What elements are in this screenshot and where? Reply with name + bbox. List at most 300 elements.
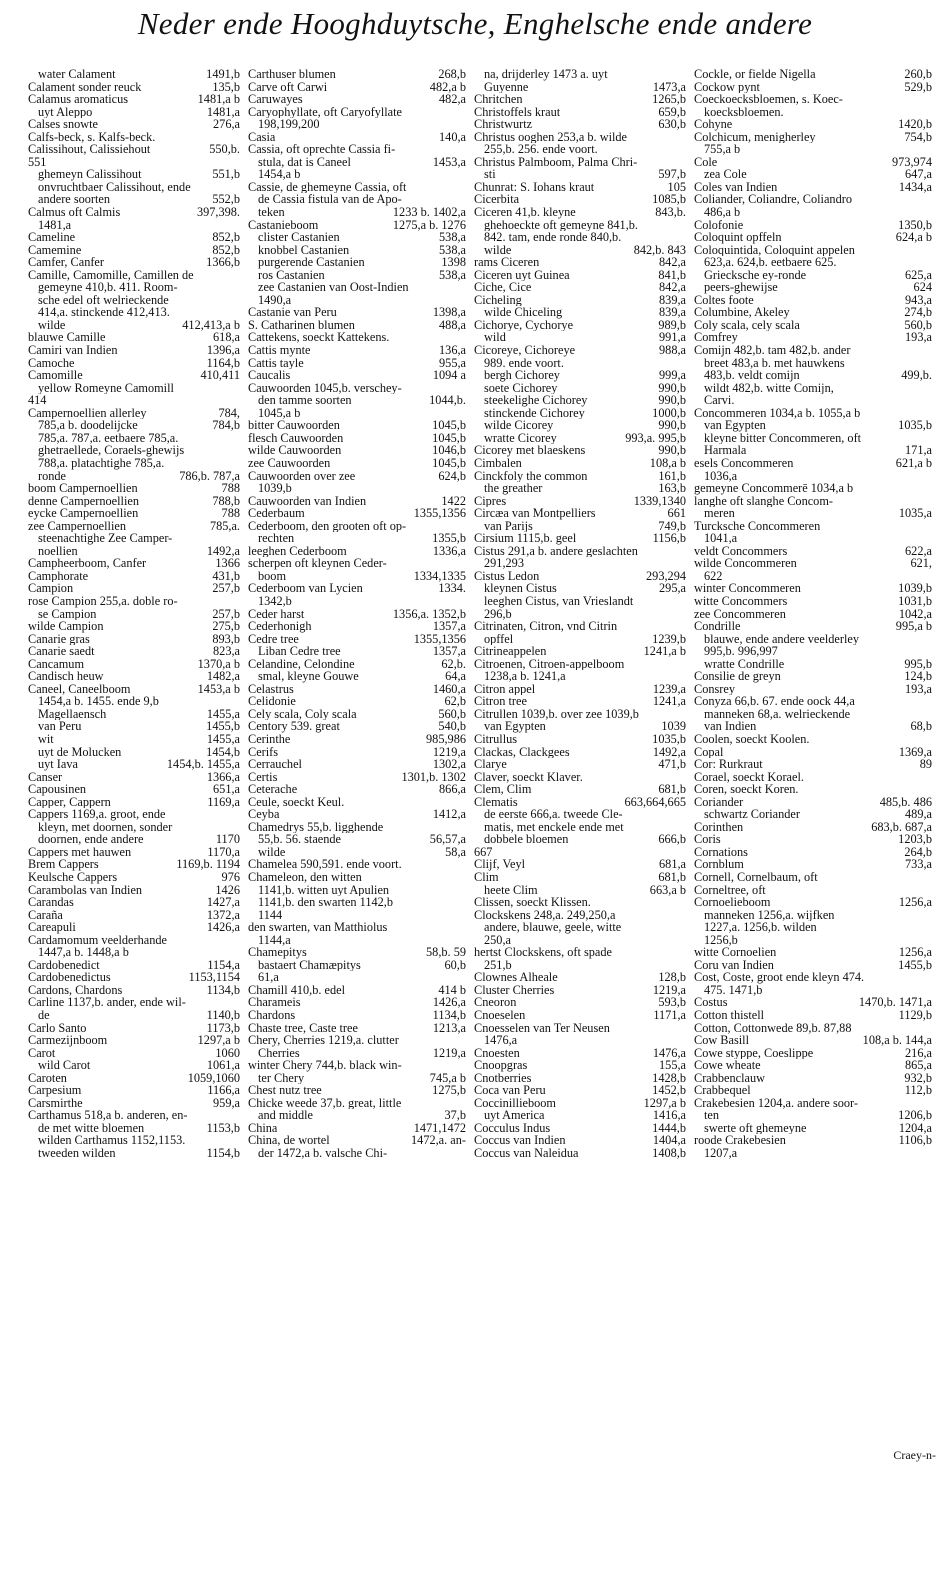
entry-term: Cicerbita xyxy=(474,193,520,207)
entry-page-ref: 540,b xyxy=(438,720,466,733)
index-entry xyxy=(474,482,686,495)
entry-page-ref: 990,b xyxy=(658,419,686,432)
entry-page-ref: 788 xyxy=(221,482,240,495)
entry-page-ref: 893,b xyxy=(212,632,240,646)
entry-page-ref xyxy=(928,394,932,407)
index-entry xyxy=(474,1122,686,1135)
entry-term: 989. ende voort. xyxy=(484,356,564,370)
entry-term: Liban Cedre tree xyxy=(258,645,341,658)
entry-page-ref: 1426,a xyxy=(432,996,466,1010)
index-entry xyxy=(248,971,466,984)
index-entry xyxy=(694,570,932,583)
entry-term: Cicoreye, Cichoreye xyxy=(474,344,576,357)
entry-page-ref xyxy=(682,219,686,232)
entry-term: clister Castanien xyxy=(258,231,340,244)
entry-term: Carpesium xyxy=(28,1084,82,1097)
index-entry xyxy=(248,633,466,646)
index-entry xyxy=(248,720,466,733)
entry-term: blauwe, ende andere veelderley xyxy=(704,632,859,646)
index-column-2 xyxy=(248,68,474,1160)
index-entry xyxy=(248,570,466,583)
entry-page-ref xyxy=(462,796,466,809)
entry-page-ref: 1265,b xyxy=(652,93,686,106)
index-entry xyxy=(474,331,686,344)
index-entry xyxy=(474,118,686,131)
index-entry xyxy=(694,846,932,859)
entry-term: 1481,a xyxy=(38,218,72,232)
index-entry xyxy=(694,331,932,344)
entry-page-ref: 1356,a. 1352,b xyxy=(392,607,466,621)
entry-term: Keulsche Cappers xyxy=(28,871,118,884)
entry-page-ref: 1420,b xyxy=(898,118,932,131)
entry-page-ref: 990,b xyxy=(658,381,686,395)
index-entry xyxy=(474,746,686,759)
entry-page-ref: 140,a xyxy=(439,130,466,144)
entry-term: uyt America xyxy=(484,1109,545,1122)
entry-page-ref: 1370,a b xyxy=(197,657,240,671)
entry-term: Clissen, soeckt Klissen. xyxy=(474,896,591,909)
entry-page-ref: 193,a xyxy=(905,682,932,696)
entry-page-ref: 681,a xyxy=(659,858,686,871)
index-entry xyxy=(28,934,240,947)
index-entry xyxy=(474,884,686,897)
entry-term: zee Campernoellien xyxy=(28,519,126,533)
index-entry xyxy=(28,118,240,131)
entry-term: ronde xyxy=(38,469,66,483)
entry-term: Carvi. xyxy=(704,394,735,407)
index-entry xyxy=(474,1059,686,1072)
entry-term: 1227,a. 1256,b. wilden xyxy=(704,921,817,934)
entry-term: gemeyne 410,b. 411. Room- xyxy=(38,281,178,294)
entry-page-ref xyxy=(236,294,240,307)
entry-term: wilde Campion xyxy=(28,620,104,633)
entry-term: Coles van Indien xyxy=(694,180,778,194)
index-entry xyxy=(28,608,240,621)
index-entry xyxy=(474,620,686,633)
index-entry xyxy=(248,81,466,94)
index-entry xyxy=(474,557,686,570)
entry-term: Carmezijnboom xyxy=(28,1034,108,1047)
entry-term: Chamelea 590,591. ende voort. xyxy=(248,858,402,871)
index-entry xyxy=(28,93,240,106)
index-entry xyxy=(694,281,932,294)
index-entry xyxy=(694,156,932,169)
entry-term: wilde xyxy=(38,318,66,332)
index-entry xyxy=(474,946,686,959)
entry-term: Cicheling xyxy=(474,293,522,307)
entry-page-ref: 666,b xyxy=(658,833,686,846)
index-entry xyxy=(474,858,686,871)
entry-term: Caraña xyxy=(28,908,63,922)
entry-term: Cneoron xyxy=(474,996,517,1010)
entry-term: veldt Concommers xyxy=(694,544,788,558)
entry-term: Citrineappelen xyxy=(474,645,547,658)
index-entry xyxy=(248,168,466,181)
index-entry xyxy=(248,306,466,319)
entry-term: Clackas, Clackgees xyxy=(474,745,570,759)
index-entry xyxy=(694,231,932,244)
entry-page-ref xyxy=(682,1034,686,1047)
index-entry xyxy=(474,168,686,181)
entry-page-ref xyxy=(236,595,240,608)
index-entry xyxy=(474,357,686,370)
entry-page-ref: 625,a xyxy=(905,268,932,282)
entry-term: Coris xyxy=(694,833,721,846)
entry-term: Columbine, Akeley xyxy=(694,306,790,319)
entry-term: Cattis mynte xyxy=(248,344,311,357)
entry-page-ref: 482,a b xyxy=(429,80,466,94)
entry-term: wratte Condrille xyxy=(704,657,785,671)
entry-page-ref: 991,a xyxy=(659,331,686,345)
index-entry xyxy=(28,81,240,94)
index-entry xyxy=(28,620,240,633)
entry-term: Cistus 291,a b. andere geslachten xyxy=(474,544,638,558)
index-entry xyxy=(694,118,932,131)
entry-term: Cauwoorden 1045,b. verschey- xyxy=(248,381,402,395)
index-entry xyxy=(28,670,240,683)
index-entry xyxy=(694,821,932,834)
entry-page-ref: 995,b xyxy=(904,657,932,671)
entry-term: Caruwayes xyxy=(248,93,303,106)
index-entry xyxy=(248,118,466,131)
index-entry xyxy=(474,81,686,94)
index-entry xyxy=(28,106,240,119)
entry-term: Calament sonder reuck xyxy=(28,80,142,94)
entry-term: Cattis tayle xyxy=(248,356,304,370)
index-entry xyxy=(28,896,240,909)
entry-term: scherpen oft kleynen Ceder- xyxy=(248,557,387,570)
entry-page-ref xyxy=(682,156,686,169)
index-entry xyxy=(474,896,686,909)
entry-page-ref xyxy=(682,670,686,683)
entry-page-ref: 1153,b xyxy=(206,1121,240,1135)
entry-term: Coccinillieboom xyxy=(474,1096,556,1110)
entry-term: se Campion xyxy=(38,607,97,621)
entry-term: Cor: Rurkraut xyxy=(694,758,763,771)
entry-term: Clim xyxy=(474,871,499,884)
entry-term: Cauwoorden van Indien xyxy=(248,494,367,508)
index-entry xyxy=(474,219,686,232)
entry-term: wilde Concommeren xyxy=(694,557,797,570)
entry-page-ref xyxy=(236,821,240,834)
entry-page-ref: 1275,a b. 1276 xyxy=(392,218,466,232)
entry-term: esels Concommeren xyxy=(694,456,794,470)
index-entry xyxy=(248,520,466,533)
entry-term: Cauwoorden over zee xyxy=(248,469,356,483)
entry-page-ref: 1000,b xyxy=(652,406,686,420)
entry-term: Chery, Cherries 1219,a. clutter xyxy=(248,1034,399,1047)
entry-term: van Peru xyxy=(38,720,82,733)
index-entry xyxy=(28,156,240,169)
entry-term: Cornoelieboom xyxy=(694,896,771,909)
index-entry xyxy=(694,1122,932,1135)
entry-page-ref: 865,a xyxy=(905,1059,932,1072)
entry-page-ref: 155,a xyxy=(659,1059,686,1072)
entry-term: witte Cornoelien xyxy=(694,946,777,959)
entry-page-ref: 1454,b. 1455,a xyxy=(166,758,240,771)
index-entry xyxy=(474,984,686,997)
entry-page-ref xyxy=(928,344,932,357)
index-entry xyxy=(248,444,466,457)
entry-page-ref: 1470,b. 1471,a xyxy=(858,996,932,1010)
entry-term: swerte oft ghemeyne xyxy=(704,1121,807,1135)
index-entry xyxy=(694,407,932,420)
entry-term: kleynen Cistus xyxy=(484,582,557,595)
entry-page-ref xyxy=(236,457,240,470)
entry-page-ref: 1372,a xyxy=(206,908,240,922)
index-entry xyxy=(474,306,686,319)
entry-page-ref: 1404,a xyxy=(652,1134,686,1148)
entry-term: Coeckoecksbloemen, s. Koec- xyxy=(694,93,843,106)
entry-term: Casia xyxy=(248,130,276,144)
index-entry xyxy=(694,1034,932,1047)
entry-page-ref: 784,b xyxy=(212,419,240,432)
entry-page-ref: 58,a xyxy=(445,845,466,859)
entry-term: ros Castanien xyxy=(258,268,325,282)
entry-page-ref xyxy=(928,143,932,156)
index-entry xyxy=(694,106,932,119)
entry-term: ghehoeckte oft gemeyne 841,b. xyxy=(484,218,638,232)
entry-page-ref: 1455,a xyxy=(206,707,240,721)
entry-page-ref: 1339,1340 xyxy=(633,494,686,508)
index-entry xyxy=(248,319,466,332)
entry-page-ref: 1369,a xyxy=(898,745,932,759)
index-entry xyxy=(474,796,686,809)
index-entry xyxy=(28,168,240,181)
entry-term: Carandas xyxy=(28,896,74,909)
entry-term: 1039,b xyxy=(258,482,292,495)
entry-term: Camoche xyxy=(28,356,75,370)
index-entry xyxy=(248,106,466,119)
entry-page-ref xyxy=(462,520,466,533)
entry-page-ref: 990,b xyxy=(658,444,686,457)
entry-term: 250,a xyxy=(484,933,511,947)
entry-page-ref xyxy=(928,193,932,206)
entry-page-ref xyxy=(236,219,240,232)
entry-page-ref: 788,b xyxy=(212,494,240,508)
index-entry xyxy=(694,193,932,206)
entry-page-ref: 621, xyxy=(910,557,932,570)
index-entry xyxy=(28,193,240,206)
entry-term: Clematis xyxy=(474,795,518,809)
entry-page-ref: 482,a xyxy=(439,93,466,106)
index-entry xyxy=(694,219,932,232)
page-title: Neder ende Hooghduytsche, Enghelsche ende andere xyxy=(137,6,813,41)
index-entry xyxy=(474,319,686,332)
entry-term: denne Campernoellien xyxy=(28,494,139,508)
entry-page-ref: 1156,b xyxy=(652,532,686,545)
index-entry xyxy=(474,382,686,395)
index-entry xyxy=(28,645,240,658)
entry-term: van Egypten xyxy=(704,419,766,432)
entry-term: breet 483,a b. met hauwkens xyxy=(704,356,845,370)
index-entry xyxy=(28,846,240,859)
index-entry xyxy=(248,708,466,721)
entry-term: tweeden wilden xyxy=(38,1147,116,1160)
index-entry xyxy=(248,143,466,156)
entry-page-ref: 1301,b. 1302 xyxy=(401,770,466,784)
index-entry xyxy=(248,457,466,470)
entry-page-ref: 621,a b xyxy=(895,456,932,470)
index-column-1 xyxy=(28,68,248,1160)
entry-term: and middle xyxy=(258,1109,313,1122)
entry-term: Citroenen, Citroen-appelboom xyxy=(474,657,625,671)
entry-page-ref: 1219,a xyxy=(432,745,466,759)
entry-page-ref xyxy=(236,808,240,821)
entry-page-ref xyxy=(928,244,932,257)
entry-term: Coloquint opffeln xyxy=(694,231,782,244)
entry-page-ref xyxy=(928,921,932,934)
entry-term: Caneel, Caneelboom xyxy=(28,682,131,696)
index-entry xyxy=(248,1147,466,1160)
entry-term: Colchicum, menigherley xyxy=(694,130,816,144)
entry-page-ref: 1481,a b xyxy=(197,93,240,106)
entry-page-ref xyxy=(236,532,240,545)
index-entry xyxy=(28,633,240,646)
entry-term: smal, kleyne Gouwe xyxy=(258,670,359,683)
entry-page-ref xyxy=(462,193,466,206)
entry-page-ref: 1366,b xyxy=(206,256,240,269)
entry-page-ref: 529,b xyxy=(904,80,932,94)
entry-page-ref xyxy=(682,896,686,909)
entry-page-ref xyxy=(462,1147,466,1160)
entry-term: Coliander, Coliandre, Coliandro xyxy=(694,193,852,207)
entry-term: van Parijs xyxy=(484,519,533,533)
entry-page-ref xyxy=(928,984,932,997)
entry-page-ref xyxy=(928,884,932,897)
entry-page-ref: 989,b xyxy=(658,318,686,332)
index-entry xyxy=(474,1072,686,1085)
index-entry xyxy=(474,783,686,796)
index-entry xyxy=(474,419,686,432)
index-entry xyxy=(28,206,240,219)
entry-page-ref: 1408,b xyxy=(652,1147,686,1160)
entry-page-ref: 268,b xyxy=(438,68,466,81)
index-entry xyxy=(28,244,240,257)
index-entry xyxy=(28,1047,240,1060)
index-entry xyxy=(474,909,686,922)
entry-page-ref xyxy=(462,1034,466,1047)
index-entry xyxy=(694,369,932,382)
entry-term: Carsmirthe xyxy=(28,1096,83,1110)
index-entry xyxy=(248,896,466,909)
index-entry xyxy=(474,608,686,621)
entry-page-ref: 1256,a xyxy=(898,946,932,959)
entry-term: Chunrat: S. Iohans kraut xyxy=(474,180,595,194)
entry-page-ref xyxy=(682,846,686,859)
entry-page-ref xyxy=(462,106,466,119)
entry-page-ref: 1154,b xyxy=(206,1147,240,1160)
index-columns xyxy=(28,68,940,1160)
entry-page-ref xyxy=(928,771,932,784)
index-entry xyxy=(694,357,932,370)
index-entry xyxy=(474,206,686,219)
index-entry xyxy=(248,771,466,784)
entry-page-ref: 1129,b xyxy=(898,1009,932,1022)
entry-page-ref: 1044,b. xyxy=(429,394,466,407)
entry-page-ref: 62,b xyxy=(444,695,466,708)
entry-term: Cedre tree xyxy=(248,632,299,646)
entry-page-ref: 163,b xyxy=(658,482,686,495)
index-entry xyxy=(474,570,686,583)
entry-term: Canarie saedt xyxy=(28,645,95,658)
entry-page-ref: 749,b xyxy=(658,519,686,533)
entry-term: China xyxy=(248,1121,278,1135)
index-entry xyxy=(248,996,466,1009)
entry-page-ref xyxy=(928,783,932,796)
entry-term: Cerifs xyxy=(248,745,279,759)
entry-term: Citron tree xyxy=(474,695,527,708)
entry-page-ref xyxy=(682,68,686,81)
index-entry xyxy=(28,746,240,759)
index-entry xyxy=(28,444,240,457)
index-entry xyxy=(694,1009,932,1022)
index-entry xyxy=(694,143,932,156)
index-entry xyxy=(248,357,466,370)
entry-page-ref xyxy=(682,131,686,144)
entry-page-ref: 651,a xyxy=(213,783,240,796)
catchword: Craey-n- xyxy=(893,1448,936,1462)
index-entry xyxy=(28,1022,240,1035)
entry-page-ref: 1239,a xyxy=(652,682,686,696)
entry-page-ref: 1219,a xyxy=(652,983,686,997)
index-entry xyxy=(248,808,466,821)
index-entry xyxy=(694,758,932,771)
entry-page-ref xyxy=(928,520,932,533)
entry-page-ref xyxy=(928,1022,932,1035)
entry-page-ref: 1203,b xyxy=(898,833,932,846)
index-entry xyxy=(694,833,932,846)
entry-term: 1141,b. witten uyt Apulien xyxy=(258,883,390,897)
entry-page-ref: 943,a xyxy=(905,293,932,307)
index-entry xyxy=(28,971,240,984)
entry-term: Cinckfoly the common xyxy=(474,469,588,483)
entry-term: stinckende Cichorey xyxy=(484,406,585,420)
entry-term: matis, met enckele ende met xyxy=(484,820,624,834)
entry-term: China, de wortel xyxy=(248,1134,330,1148)
entry-page-ref xyxy=(682,821,686,834)
index-entry xyxy=(248,984,466,997)
entry-term: Castanieboom xyxy=(248,218,319,232)
entry-page-ref: 932,b xyxy=(904,1071,932,1085)
entry-page-ref: 499,b. xyxy=(901,369,932,382)
entry-term: Guyenne xyxy=(484,80,529,94)
index-entry xyxy=(694,319,932,332)
entry-term: Corneltree, oft xyxy=(694,883,766,897)
index-entry xyxy=(248,582,466,595)
entry-page-ref: 1302,a xyxy=(432,758,466,771)
index-entry xyxy=(474,670,686,683)
entry-page-ref: 1134,b xyxy=(432,1009,466,1022)
entry-term: 788,a. platachtighe 785,a. xyxy=(38,456,165,470)
entry-term: Cockow pynt xyxy=(694,80,760,94)
entry-term: Coccus van Naleidua xyxy=(474,1147,579,1160)
index-entry xyxy=(694,934,932,947)
entry-term: Cely scala, Coly scala xyxy=(248,707,357,721)
entry-page-ref: 1164,b xyxy=(206,356,240,370)
entry-page-ref: 538,a xyxy=(439,268,466,282)
index-entry xyxy=(694,1097,932,1110)
entry-term: 842. tam, ende ronde 840,b. xyxy=(484,231,622,244)
entry-term: manneken 1256,a. wijfken xyxy=(704,908,835,922)
entry-term: Harmala xyxy=(704,444,747,457)
entry-page-ref: 1061,a xyxy=(206,1059,240,1072)
entry-term: Cameline xyxy=(28,231,76,244)
index-entry xyxy=(694,1022,932,1035)
entry-page-ref: 1166,a xyxy=(207,1084,240,1097)
entry-term: Corinthen xyxy=(694,820,744,834)
entry-page-ref: 1355,b xyxy=(432,532,466,545)
